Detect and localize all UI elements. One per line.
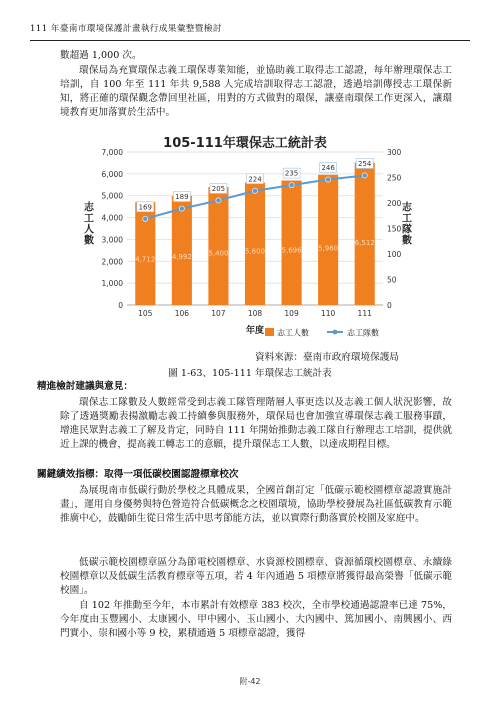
y-axis-label-left: 志工人數 bbox=[84, 202, 94, 247]
line-point bbox=[289, 183, 294, 188]
bar-data-label: 4,992 bbox=[171, 253, 192, 262]
y-tick-left: 0 bbox=[118, 301, 123, 310]
legend-label-bar: 志工人數 bbox=[277, 328, 309, 338]
bar bbox=[282, 181, 302, 305]
x-tick-label: 110 bbox=[320, 309, 336, 318]
figure-caption: 圖 1-63、105-111 年環保志工統計表 bbox=[168, 368, 332, 379]
x-tick-label: 106 bbox=[174, 309, 190, 318]
bar bbox=[172, 196, 192, 305]
review-text: 環保志工隊數及人數經常受到志義工隊管理階層人事更迭以及志義工個人狀況影響，故除了透過獎勵表揚激勵志義工持續參與服務外，環保局也會加強宣導環保志義工服務事蹟，增進民眾對志義工了解及肯定，同時自 111 年開始推動志義工隊自行辦理志工培訓，提供就近上課的機會，提高義工轉志工的意願，提升環保志工人數，以達成期程目標。 bbox=[60, 397, 452, 450]
line-data-label: 205 bbox=[211, 184, 226, 193]
line-data-label: 224 bbox=[248, 175, 262, 184]
y-tick-left: 5,000 bbox=[101, 191, 123, 201]
legend-swatch-point bbox=[333, 330, 338, 335]
x-tick-label: 107 bbox=[211, 309, 226, 318]
legend-label-line: 志工隊數 bbox=[347, 328, 379, 338]
line-data-label: 169 bbox=[138, 203, 152, 212]
kpi-paragraph-1: 為展現南市低碳行動於學校之具體成果，全國首創訂定「低碳示範校園標章認證實施計畫」，運用自身優勢與特色營造符合低碳概念之校園環境，協助學校發展為社區低碳教育示範推廣中心，鼓勵師生從日常生活中思考節能方法，並以實際行動落實於校園及家庭中。 bbox=[60, 485, 452, 524]
y-tick-right: 300 bbox=[387, 148, 402, 157]
line-point bbox=[179, 206, 184, 211]
x-tick-label: 105 bbox=[138, 309, 153, 318]
line-data-label: 189 bbox=[175, 193, 189, 202]
bar bbox=[208, 184, 228, 305]
line-point bbox=[326, 177, 331, 182]
y-tick-right: 100 bbox=[387, 250, 402, 259]
page-header: 111 年臺南市環境保護計畫執行成果彙整暨檢討 bbox=[30, 24, 222, 34]
y-tick-right: 150 bbox=[387, 224, 402, 234]
bar-data-label: 5,960 bbox=[318, 244, 339, 253]
line-data-label: 246 bbox=[321, 164, 335, 173]
bar-data-label: 6,512 bbox=[354, 239, 375, 248]
x-tick-label: 109 bbox=[284, 309, 299, 318]
x-axis-label: 年度 bbox=[245, 326, 265, 336]
y-tick-right: 250 bbox=[387, 173, 402, 183]
bar-data-label: 4,712 bbox=[135, 255, 156, 264]
paragraph-continuation: 數超過 1,000 次。 bbox=[60, 50, 142, 61]
y-tick-left: 6,000 bbox=[101, 169, 123, 179]
bar bbox=[245, 183, 265, 305]
bar-data-label: 5,696 bbox=[281, 246, 302, 255]
y-tick-right: 50 bbox=[387, 275, 397, 285]
line-data-label: 254 bbox=[358, 159, 372, 168]
y-tick-left: 2,000 bbox=[101, 257, 123, 267]
figure-source: 資料來源：臺南市政府環境保護局 bbox=[255, 352, 399, 363]
line-point bbox=[362, 173, 367, 178]
y-axis-label-right: 志工隊數 bbox=[402, 202, 412, 247]
y-tick-right: 0 bbox=[387, 301, 392, 310]
y-tick-left: 7,000 bbox=[101, 148, 123, 157]
bar-data-label: 5,600 bbox=[244, 247, 266, 256]
page-number: 附-42 bbox=[239, 677, 261, 686]
bar bbox=[318, 175, 338, 305]
y-tick-right: 200 bbox=[387, 199, 402, 208]
chart-container bbox=[75, 130, 415, 348]
line-data-label: 235 bbox=[284, 169, 299, 178]
y-tick-left: 4,000 bbox=[101, 213, 123, 223]
y-tick-left: 1,000 bbox=[101, 279, 123, 289]
line-point bbox=[216, 198, 221, 203]
paragraph-training: 環保局為充實環保志義工環保專業知能，並協助義工取得志工認證，每年辦理環保志工培訓，自 100 年至 111 年共 9,588 人完成培訓取得志工認證，透過培訓傳授志工環保新知，將正確的環保觀念帶回里社區，用對的方式做對的環保，讓臺南環保工作更深入，讓環境教育更加落實於生活中。 bbox=[60, 65, 452, 118]
chart-svg bbox=[75, 130, 415, 348]
legend-swatch-bar bbox=[265, 328, 274, 336]
y-tick-left: 3,000 bbox=[101, 235, 123, 245]
review-heading: 精進檢討建議與意見： bbox=[37, 381, 133, 392]
line-point bbox=[252, 188, 257, 193]
bar-data-label: 5,400 bbox=[208, 249, 229, 258]
line-point bbox=[143, 216, 148, 221]
x-tick-label: 108 bbox=[247, 309, 263, 318]
bar bbox=[355, 163, 375, 305]
kpi-paragraph-3: 自 102 年推動至今年，本市累計有效標章 383 校次，全市學校通過認證率已達 75%，今年度由玉豐國小、太康國小、甲中國小、玉山國小、大內國中、篤加國小、南興國小、西門實小、崇和國小等 9 校，累積通過 5 項標章認證，獲得 bbox=[60, 600, 452, 639]
kpi-heading: 關鍵績效指標：取得一項低碳校園認證標章校次 bbox=[37, 469, 239, 480]
x-tick-label: 111 bbox=[357, 309, 372, 318]
header-rule bbox=[30, 40, 470, 41]
kpi-paragraph-2: 低碳示範校園標章區分為節電校園標章、水資源校園標章、資源循環校園標章、永續綠校園標章以及低碳生活教育標章等五項，若 4 年內通過 5 項標章將獲得最高榮譽「低碳示範校園」。 bbox=[60, 557, 452, 596]
chart-title: 105-111年環保志工統計表 bbox=[163, 136, 327, 151]
